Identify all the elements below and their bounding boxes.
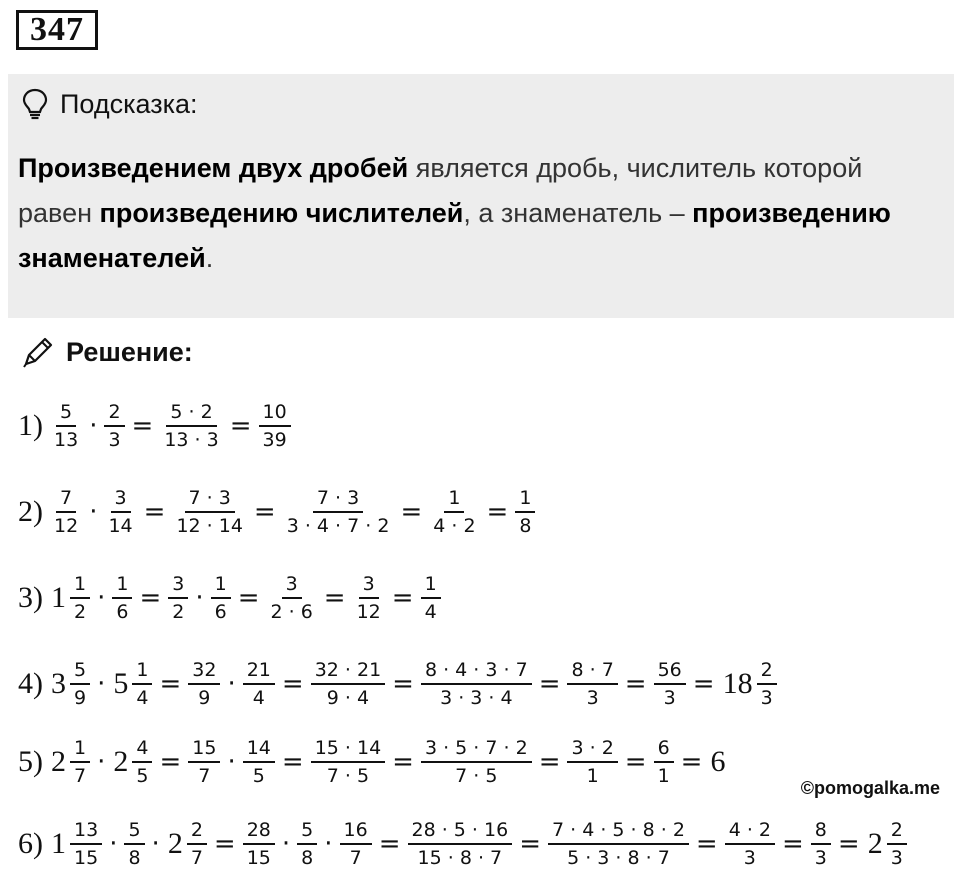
operator: = (837, 829, 860, 859)
numerator: 21 (243, 658, 275, 685)
numerator: 4 · 2 (725, 818, 775, 845)
line-label: 1) (18, 409, 43, 442)
mixed-number (47, 572, 93, 624)
numerator: 8 · 7 (567, 658, 617, 685)
operator: = (538, 747, 561, 777)
whole-part: 1 (51, 827, 66, 860)
whole-part: 3 (51, 667, 66, 700)
fraction (421, 736, 532, 788)
fraction (243, 658, 275, 710)
hint-text (18, 146, 938, 281)
line-label: 4) (18, 667, 43, 700)
numerator: 2 (187, 818, 207, 845)
operator: = (229, 411, 252, 441)
operator: = (624, 669, 647, 699)
denominator: 7 (198, 765, 211, 787)
watermark: ©pomogalka.me (800, 778, 940, 798)
fraction (124, 818, 144, 870)
numerator: 5 (297, 818, 317, 845)
numerator: 7 (56, 486, 76, 513)
numerator: 5 (70, 658, 90, 685)
denominator: 39 (262, 429, 287, 451)
fraction (353, 572, 385, 624)
numerator: 5 (56, 400, 76, 427)
whole-part: 2 (51, 745, 66, 778)
fraction (112, 572, 132, 624)
operator: = (692, 669, 715, 699)
fraction (243, 736, 275, 788)
numerator: 10 (259, 400, 291, 427)
operator: = (237, 583, 260, 613)
denominator: 3 · 4 · 7 · 2 (286, 515, 390, 537)
mixed-number (864, 818, 910, 870)
denominator: 3 (586, 687, 599, 709)
denominator: 3 (663, 687, 676, 709)
denominator: 15 · 8 · 7 (417, 847, 503, 869)
line-label: 3) (18, 581, 43, 614)
fraction (311, 658, 385, 710)
hint-bold-term: произведению знаменателей (18, 198, 891, 273)
denominator: 3 (814, 847, 827, 869)
operator: = (281, 747, 304, 777)
operator: · (281, 829, 291, 859)
numerator: 1 (211, 572, 231, 599)
denominator: 7 (349, 847, 362, 869)
denominator: 3 (760, 687, 773, 709)
numerator: 15 (188, 736, 220, 763)
hint-text-segment: является дробь, числитель которой равен (18, 153, 863, 228)
mixed-number (109, 736, 155, 788)
numerator: 3 · 2 (567, 736, 617, 763)
whole-part: 1 (51, 581, 66, 614)
fraction (311, 736, 385, 788)
operator: · (109, 829, 118, 859)
numerator: 1 (132, 658, 152, 685)
numerator: 2 (887, 818, 907, 845)
solution-line (18, 486, 538, 538)
mixed-number (47, 658, 93, 710)
numerator: 3 (111, 486, 131, 513)
denominator: 1 (586, 765, 599, 787)
hint-text-segment: , а знаменатель – (463, 198, 693, 228)
denominator: 15 (74, 847, 99, 869)
denominator: 7 (190, 847, 203, 869)
numerator: 6 (654, 736, 674, 763)
mixed-number (164, 818, 210, 870)
solution-line (18, 736, 726, 788)
operator: · (324, 829, 333, 859)
problem-number: 347 (16, 10, 98, 50)
numerator: 1 (70, 736, 90, 763)
mixed-number (719, 658, 780, 710)
whole-part: 5 (113, 667, 129, 700)
fraction (567, 658, 617, 710)
numerator: 28 (243, 818, 275, 845)
numerator: 3 · 5 · 7 · 2 (421, 736, 532, 763)
operator: = (139, 583, 162, 613)
numerator: 32 · 21 (311, 658, 385, 685)
hint-bold-term: Произведением двух дробей (18, 153, 409, 183)
numerator: 7 · 3 (185, 486, 235, 513)
line-label: 5) (18, 745, 43, 778)
operator: · (89, 411, 98, 441)
fraction (70, 736, 90, 788)
numerator: 4 (132, 736, 152, 763)
denominator: 7 · 5 (326, 765, 370, 787)
numerator: 15 · 14 (311, 736, 385, 763)
mixed-number (47, 818, 105, 870)
denominator: 5 (136, 765, 149, 787)
operator: · (151, 829, 160, 859)
operator: = (391, 583, 414, 613)
fraction (70, 572, 90, 624)
fraction (50, 486, 82, 538)
operator: = (624, 747, 647, 777)
whole-part: 2 (867, 827, 883, 860)
numerator: 2 (104, 400, 124, 427)
denominator: 12 (54, 515, 79, 537)
operator: · (97, 669, 106, 699)
mixed-number (109, 658, 155, 710)
operator: = (323, 583, 346, 613)
solution-line (18, 658, 780, 710)
numerator: 7 · 4 · 5 · 8 · 2 (548, 818, 689, 845)
denominator: 6 (214, 601, 227, 623)
numerator: 7 · 3 (313, 486, 363, 513)
hint-title (20, 86, 198, 122)
operator: = (143, 497, 166, 527)
fraction (654, 658, 686, 710)
operator: = (378, 829, 401, 859)
numerator: 16 (340, 818, 372, 845)
fraction (188, 736, 220, 788)
fraction (50, 400, 82, 452)
operator: = (159, 747, 182, 777)
denominator: 9 (198, 687, 211, 709)
fraction (187, 818, 207, 870)
denominator: 15 (246, 847, 271, 869)
fraction (243, 818, 275, 870)
fraction (340, 818, 372, 870)
numerator: 13 (70, 818, 102, 845)
operator: · (227, 669, 236, 699)
fraction (188, 658, 220, 710)
fraction (283, 486, 394, 538)
fraction (887, 818, 907, 870)
denominator: 3 (890, 847, 903, 869)
operator: · (195, 583, 204, 613)
numerator: 1 (112, 572, 132, 599)
operator: · (89, 497, 98, 527)
numerator: 8 (811, 818, 831, 845)
hint-text-segment: . (205, 243, 214, 273)
hint-title-text: Подсказка: (60, 88, 198, 119)
operator: · (97, 747, 106, 777)
denominator: 7 · 5 (455, 765, 498, 787)
fraction (132, 658, 152, 710)
numerator: 1 (515, 486, 535, 513)
operator: · (227, 747, 236, 777)
operator: · (97, 583, 106, 613)
fraction (168, 572, 188, 624)
fraction (104, 400, 124, 452)
numerator: 14 (243, 736, 275, 763)
solution-line (18, 818, 910, 870)
fraction (421, 658, 532, 710)
operator: = (159, 669, 182, 699)
numerator: 8 · 4 · 3 · 7 (421, 658, 532, 685)
fraction (267, 572, 317, 624)
fraction (259, 400, 291, 452)
denominator: 4 (252, 687, 265, 709)
whole-part: 18 (722, 667, 753, 700)
operator: = (131, 411, 154, 441)
fraction (654, 736, 674, 788)
numerator: 3 (282, 572, 302, 599)
denominator: 12 · 14 (176, 515, 243, 537)
numerator: 5 · 2 (166, 400, 216, 427)
numerator: 1 (70, 572, 90, 599)
solution-title (20, 330, 193, 374)
denominator: 9 (74, 687, 87, 709)
operator: = (213, 829, 236, 859)
whole-part: 2 (113, 745, 129, 778)
denominator: 3 · 3 · 4 (440, 687, 513, 709)
solution-title-text: Решение: (66, 336, 193, 367)
fraction (725, 818, 775, 870)
numerator: 32 (188, 658, 220, 685)
fraction (567, 736, 617, 788)
numerator: 5 (124, 818, 144, 845)
operator: = (253, 497, 276, 527)
numerator: 1 (421, 572, 441, 599)
denominator: 2 · 6 (270, 601, 313, 623)
solution-line (18, 400, 294, 452)
fraction (104, 486, 136, 538)
fraction (160, 400, 222, 452)
operator: = (680, 747, 703, 777)
denominator: 14 (108, 515, 133, 537)
denominator: 13 (54, 429, 79, 451)
operator: = (782, 829, 804, 859)
denominator: 2 (74, 601, 87, 623)
operator: = (538, 669, 561, 699)
fraction (297, 818, 317, 870)
operator: = (392, 669, 414, 699)
operator: = (392, 747, 414, 777)
numerator: 3 (359, 572, 379, 599)
denominator: 12 (356, 601, 381, 623)
denominator: 8 (519, 515, 532, 537)
fraction (172, 486, 246, 538)
pencil-icon (20, 334, 56, 370)
whole-part: 2 (167, 827, 183, 860)
fraction (132, 736, 152, 788)
denominator: 3 (743, 847, 756, 869)
numerator: 28 · 5 · 16 (408, 818, 513, 845)
line-label: 2) (18, 495, 43, 528)
lightbulb-icon (20, 87, 50, 121)
denominator: 2 (172, 601, 185, 623)
numerator: 2 (757, 658, 777, 685)
fraction (421, 572, 441, 624)
denominator: 9 · 4 (326, 687, 370, 709)
numerator: 56 (654, 658, 686, 685)
denominator: 6 (116, 601, 129, 623)
denominator: 4 (136, 687, 149, 709)
operator: = (519, 829, 541, 859)
fraction (211, 572, 231, 624)
denominator: 5 · 3 · 8 · 7 (567, 847, 670, 869)
denominator: 5 (252, 765, 265, 787)
denominator: 7 (74, 765, 87, 787)
denominator: 8 (301, 847, 314, 869)
fraction (811, 818, 831, 870)
denominator: 13 · 3 (164, 429, 219, 451)
hint-bold-term: произведению числителей (99, 198, 464, 228)
operator: = (400, 497, 423, 527)
operator: = (281, 669, 304, 699)
operator: = (695, 829, 718, 859)
denominator: 4 (424, 601, 437, 623)
fraction (429, 486, 479, 538)
whole-number: 6 (710, 745, 726, 778)
denominator: 4 · 2 (433, 515, 476, 537)
fraction (70, 658, 90, 710)
solution-line (18, 572, 444, 624)
operator: = (486, 497, 509, 527)
fraction (548, 818, 689, 870)
denominator: 8 (128, 847, 141, 869)
fraction (408, 818, 513, 870)
numerator: 3 (168, 572, 188, 599)
fraction (515, 486, 535, 538)
numerator: 1 (444, 486, 464, 513)
fraction (70, 818, 102, 870)
mixed-number (47, 736, 93, 788)
fraction (757, 658, 777, 710)
denominator: 1 (657, 765, 670, 787)
line-label: 6) (18, 827, 43, 860)
denominator: 3 (108, 429, 121, 451)
